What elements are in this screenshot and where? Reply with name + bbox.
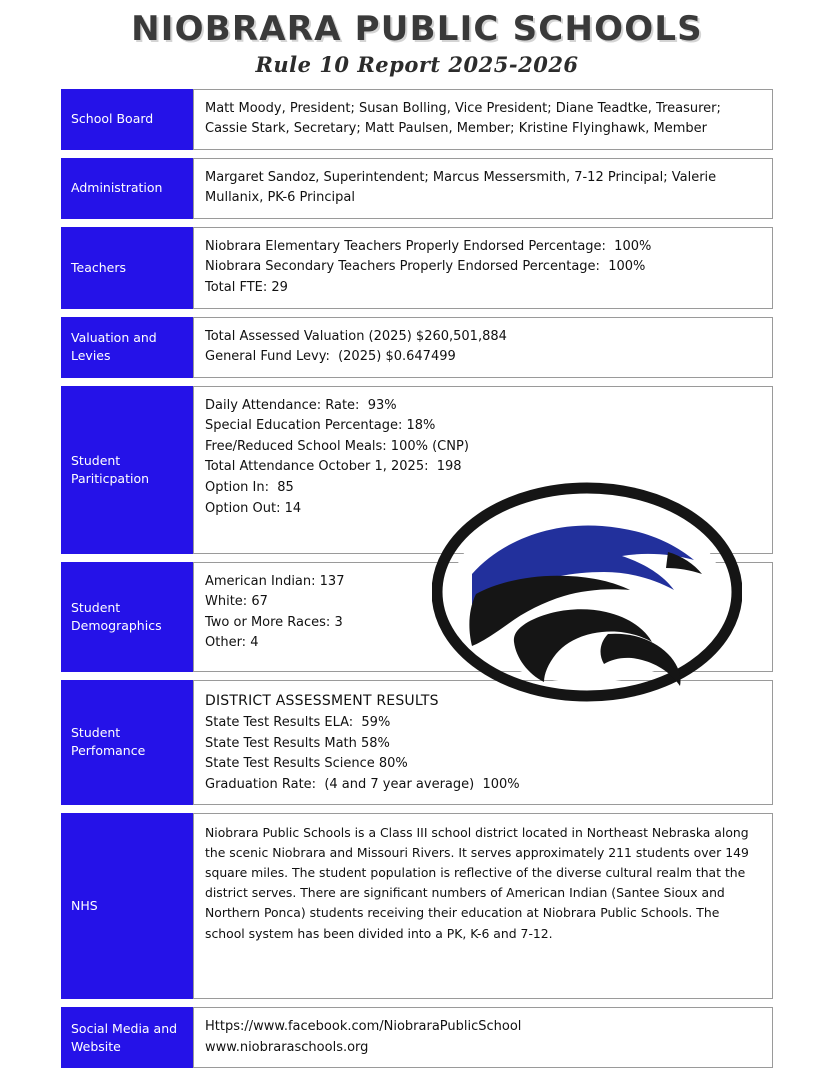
row-label-student-demographics: Student Demographics (61, 562, 193, 672)
row-label-student-performance: Student Perfomance (61, 680, 193, 805)
participation-line: Option In: 85 (205, 480, 294, 495)
row-body-teachers (193, 227, 773, 309)
assessment-results-heading: DISTRICT ASSESSMENT RESULTS (205, 692, 439, 709)
participation-line: Daily Attendance: Rate: 93% (205, 397, 397, 413)
table-row-school-board (61, 89, 773, 150)
performance-line: State Test Results ELA: 59% (205, 714, 391, 730)
table-row-teachers (61, 227, 773, 309)
row-label-social-media: Social Media and Website (61, 1007, 193, 1068)
row-body-student-demographics (193, 562, 773, 672)
demographics-line: American Indian: 137 (205, 573, 345, 589)
page-title: NIOBRARA PUBLIC SCHOOLS (131, 9, 703, 49)
participation-line: Total Attendance October 1, 2025: 198 (205, 459, 462, 475)
valuation-line: Total Assessed Valuation (2025) $260,501,884 (205, 328, 507, 344)
participation-line: Free/Reduced School Meals: 100% (CNP) (205, 438, 469, 454)
table-row-administration (61, 158, 773, 219)
row-label-nhs: NHS (61, 813, 193, 999)
row-body-school-board (193, 89, 773, 150)
demographics-line: Two or More Races: 3 (205, 614, 343, 630)
participation-line: Special Education Percentage: 18% (205, 418, 436, 434)
row-label-school-board: School Board (61, 89, 193, 150)
table-row-student-demographics (61, 562, 773, 672)
row-body-student-participation (193, 386, 773, 554)
teachers-line: Niobrara Secondary Teachers Properly Endorsed Percentage: 100% (205, 259, 646, 275)
row-label-valuation: Valuation and Levies (61, 317, 193, 378)
teachers-line: Total FTE: 29 (205, 279, 288, 295)
table-row-student-performance (61, 680, 773, 805)
nhs-description: Niobrara Public Schools is a Class III school district located in Northeast Nebraska along the scenic Niobrara and Missouri Rivers. It serves approximately 211 students over 149 square miles. The student population is reflective of the diverse cultural realm that the district serves. There are significant numbers of American Indian (Santee Sioux and Northern Ponca) students receiving their education at Niobrara Public Schools. The school system has been divided into a PK, K-6 and 7-12. (205, 825, 749, 941)
row-body-administration (193, 158, 773, 219)
row-body-social-media (193, 1007, 773, 1068)
teachers-line: Niobrara Elementary Teachers Properly Endorsed Percentage: 100% (205, 238, 652, 254)
valuation-line: General Fund Levy: (2025) $0.647499 (205, 349, 456, 365)
row-label-student-participation: Student Pariticpation (61, 386, 193, 554)
performance-line: State Test Results Math 58% (205, 735, 390, 751)
participation-line: Option Out: 14 (205, 500, 302, 516)
row-label-administration: Administration (61, 158, 193, 219)
website-link[interactable]: www.niobraraschools.org (205, 1039, 369, 1055)
facebook-link[interactable]: Https://www.facebook.com/NiobraraPublicSchool (205, 1019, 522, 1035)
row-body-nhs (193, 813, 773, 999)
row-label-teachers: Teachers (61, 227, 193, 309)
report-table (61, 89, 773, 1068)
table-row-social-media (61, 1007, 773, 1068)
document-header (0, 0, 834, 77)
demographics-line: White: 67 (205, 594, 268, 610)
row-body-valuation (193, 317, 773, 378)
administration-text: Margaret Sandoz, Superintendent; Marcus Messersmith, 7-12 Principal; Valerie Mullanix, PK-6 Principal (205, 169, 717, 206)
performance-line: Graduation Rate: (4 and 7 year average) 100% (205, 776, 520, 792)
page-subtitle: Rule 10 Report 2025-2026 (255, 51, 579, 77)
table-row-valuation (61, 317, 773, 378)
performance-line: State Test Results Science 80% (205, 756, 408, 772)
table-row-nhs (61, 813, 773, 999)
table-row-student-participation (61, 386, 773, 554)
school-board-text: Matt Moody, President; Susan Bolling, Vice President; Diane Teadtke, Treasurer; Cassie Stark, Secretary; Matt Paulsen, Member; Kristine Flyinghawk, Member (205, 100, 721, 137)
row-body-student-performance (193, 680, 773, 805)
demographics-line: Other: 4 (205, 635, 259, 651)
